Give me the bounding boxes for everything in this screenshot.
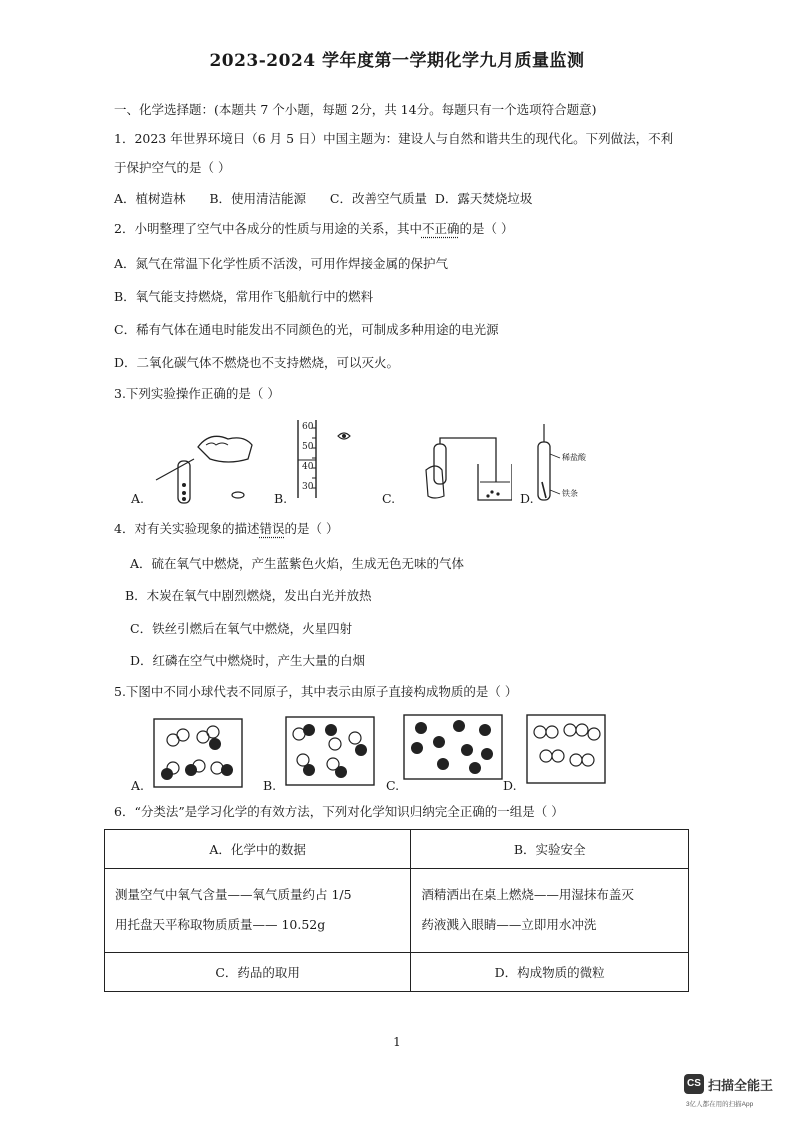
- q3-label-d: D.: [520, 491, 534, 506]
- q6-cell-b-body: [411, 869, 689, 953]
- q5-label-d: D.: [503, 778, 517, 793]
- q3-figure-c: [422, 430, 512, 502]
- section-heading: 一、化学选择题：(本题共 7 个小题，每题 2分，共 14分。每题只有一个选项符合题意): [114, 102, 597, 117]
- q6-b-line1: 酒精洒出在桌上燃烧——用湿抹布盖灭: [421, 887, 634, 903]
- q5-figure-d: [526, 714, 606, 784]
- scale-tick-30: 30: [302, 482, 314, 492]
- q2-stem: [114, 220, 513, 238]
- q6-a-line2: 用托盘天平称取物质质量—— 10.52g: [115, 917, 326, 933]
- q2-stem-pre: 2．小明整理了空气中各成分的性质与用途的关系，其中: [114, 221, 422, 236]
- q3-d-label-iron: 铁条: [562, 489, 578, 498]
- q6-cell-a-body: [105, 869, 411, 953]
- scanner-watermark: [684, 1072, 784, 1112]
- scanner-tagline: 3亿人都在用的扫描App: [686, 1101, 754, 1108]
- q1-stem-line2: 于保护空气的是（ ）: [114, 160, 231, 175]
- q2-option-c: C．稀有气体在通电时能发出不同颜色的光，可制成多种用途的电光源: [114, 322, 499, 337]
- scale-tick-40: 40: [302, 462, 314, 472]
- scale-tick-50: 50: [302, 442, 314, 452]
- q6-b-line2: 药液溅入眼睛——立即用水冲洗: [421, 917, 597, 933]
- q4-stem-post: 的是（ ）: [284, 521, 339, 536]
- q2-option-d: D．二氧化碳气体不燃烧也不支持燃烧，可以灭火。: [114, 355, 400, 370]
- q4-option-a: A．硫在氧气中燃烧，产生蓝紫色火焰，生成无色无味的气体: [130, 556, 465, 571]
- q5-figure-c: [403, 714, 503, 780]
- q3-stem: 3.下列实验操作正确的是（ ）: [114, 386, 280, 401]
- q2-option-b: B．氧气能支持燃烧，常用作飞船航行中的燃料: [114, 289, 374, 304]
- q4-option-d: D．红磷在空气中燃烧时，产生大量的白烟: [130, 653, 366, 668]
- q3-label-a: A.: [131, 491, 145, 506]
- q6-cell-c-head: C．药品的取用: [105, 952, 411, 991]
- q4-stem-emphasis: 错误: [259, 521, 285, 536]
- q3-label-b: B.: [274, 491, 288, 506]
- page-number: 1: [393, 1035, 401, 1049]
- q3-figure-d: [534, 424, 586, 504]
- q4-stem-pre: 4．对有关实验现象的描述: [114, 521, 260, 536]
- q5-label-c: C.: [386, 778, 400, 793]
- q5-label-b: B.: [263, 778, 277, 793]
- q3-d-label-acid: 稀盐酸: [562, 453, 586, 462]
- q6-a-line1: 测量空气中氧气含量——氧气质量约占 1/5: [115, 887, 352, 903]
- scale-tick-60: 60: [302, 422, 314, 432]
- q3-figure-b: [296, 418, 356, 500]
- q4-option-c: C．铁丝引燃后在氧气中燃烧，火星四射: [130, 621, 353, 636]
- q5-label-a: A.: [131, 778, 145, 793]
- q2-option-a: A．氮气在常温下化学性质不活泼，可用作焊接金属的保护气: [114, 256, 449, 271]
- q2-stem-emphasis: 不正确: [421, 221, 460, 236]
- q5-stem: 5.下图中不同小球代表不同原子，其中表示由原子直接构成物质的是（ ）: [114, 684, 518, 699]
- scanner-app-name: 扫描全能王: [708, 1078, 774, 1093]
- scanner-logo-icon: CS: [684, 1074, 704, 1094]
- q5-figure-b: [285, 716, 375, 786]
- q6-cell-b-head: B．实验安全: [411, 830, 689, 869]
- q4-stem: [114, 520, 338, 538]
- q3-label-c: C.: [382, 491, 396, 506]
- q5-figure-a: [153, 718, 243, 788]
- q3-figure-a: [148, 425, 258, 505]
- page-title: 2023-2024 学年度第一学期化学九月质量监测: [209, 51, 585, 71]
- q6-stem: 6．“分类法”是学习化学的有效方法，下列对化学知识归纳完全正确的一组是（ ）: [114, 804, 564, 819]
- q1-options: A．植树造林 B．使用清洁能源 C．改善空气质量 D．露天焚烧垃圾: [114, 191, 533, 206]
- q6-cell-a-head: A．化学中的数据: [105, 830, 411, 869]
- q6-table: [104, 829, 689, 992]
- q2-stem-post: 的是（ ）: [459, 221, 514, 236]
- q1-stem-line1: 1．2023 年世界环境日（6 月 5 日）中国主题为：建设人与自然和谐共生的现代化。下列做法，不利: [114, 131, 674, 146]
- q6-cell-d-head: D．构成物质的微粒: [411, 952, 689, 991]
- q4-option-b: B．木炭在氧气中剧烈燃烧，发出白光并放热: [125, 588, 372, 603]
